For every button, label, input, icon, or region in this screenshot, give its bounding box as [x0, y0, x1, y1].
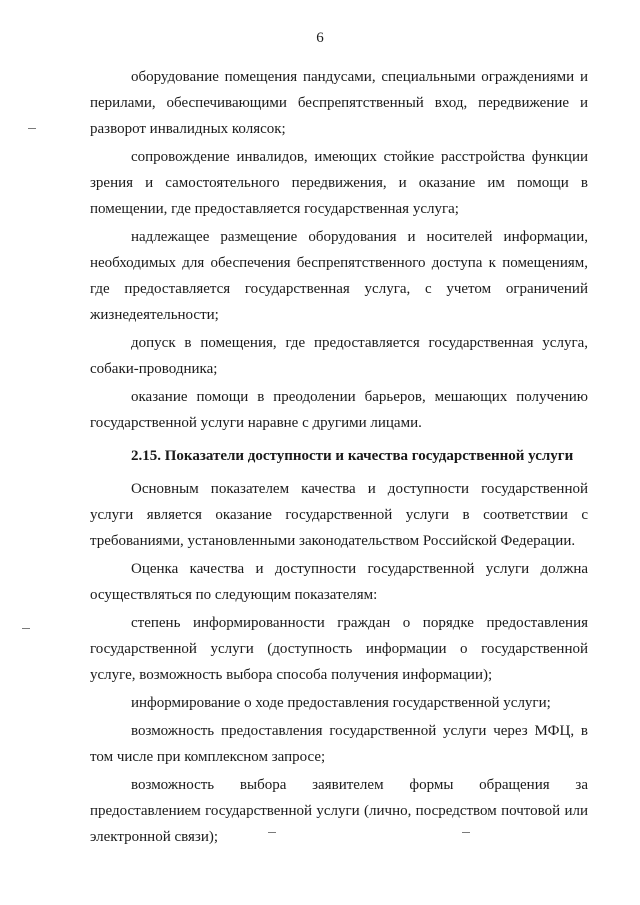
scan-speck — [462, 832, 470, 833]
paragraph: возможность выбора заявителем формы обращения за предоставлением государственной услуги (лично, посредством почтовой или электронной связи); — [90, 777, 588, 845]
paragraph: оборудование помещения пандусами, специальными ограждениями и перилами, обеспечивающими беспрепятственный вход, передвижение и разворот инвалидных колясок; — [90, 69, 588, 137]
scan-speck — [268, 832, 276, 833]
scan-speck — [28, 128, 36, 129]
paragraph: степень информированности граждан о порядке предоставления государственной услуги (доступность информации о государственной услуге, возможность выбора способа получения информации); — [90, 615, 588, 683]
paragraph: Основным показателем качества и доступности государственной услуги является оказание государственной услуги в соответствии с требованиями, установленными законодательством Российской Федерации. — [90, 481, 588, 549]
page-number: 6 — [316, 30, 324, 46]
paragraph: сопровождение инвалидов, имеющих стойкие расстройства функции зрения и самостоятельного передвижения, и оказание им помощи в помещении, где предоставляется государственная услуга; — [90, 149, 588, 217]
section-heading: 2.15. Показатели доступности и качества государственной услуги — [131, 448, 574, 464]
paragraph: возможность предоставления государственной услуги через МФЦ, в том числе при комплексном запросе; — [90, 723, 588, 765]
scan-speck — [22, 628, 30, 629]
paragraph: оказание помощи в преодолении барьеров, мешающих получению государственной услуги наравне с другими лицами. — [90, 389, 588, 431]
paragraph: информирование о ходе предоставления государственной услуги; — [131, 695, 551, 711]
paragraph: Оценка качества и доступности государственной услуги должна осуществляться по следующим показателям: — [90, 561, 588, 603]
document-body — [90, 64, 588, 852]
paragraph: допуск в помещения, где предоставляется государственная услуга, собаки-проводника; — [90, 335, 588, 377]
paragraph: надлежащее размещение оборудования и носителей информации, необходимых для обеспечения беспрепятственного доступа к помещениям, где предоставляется государственная услуга, с учетом ограничений жизнедеятельности; — [90, 229, 588, 323]
